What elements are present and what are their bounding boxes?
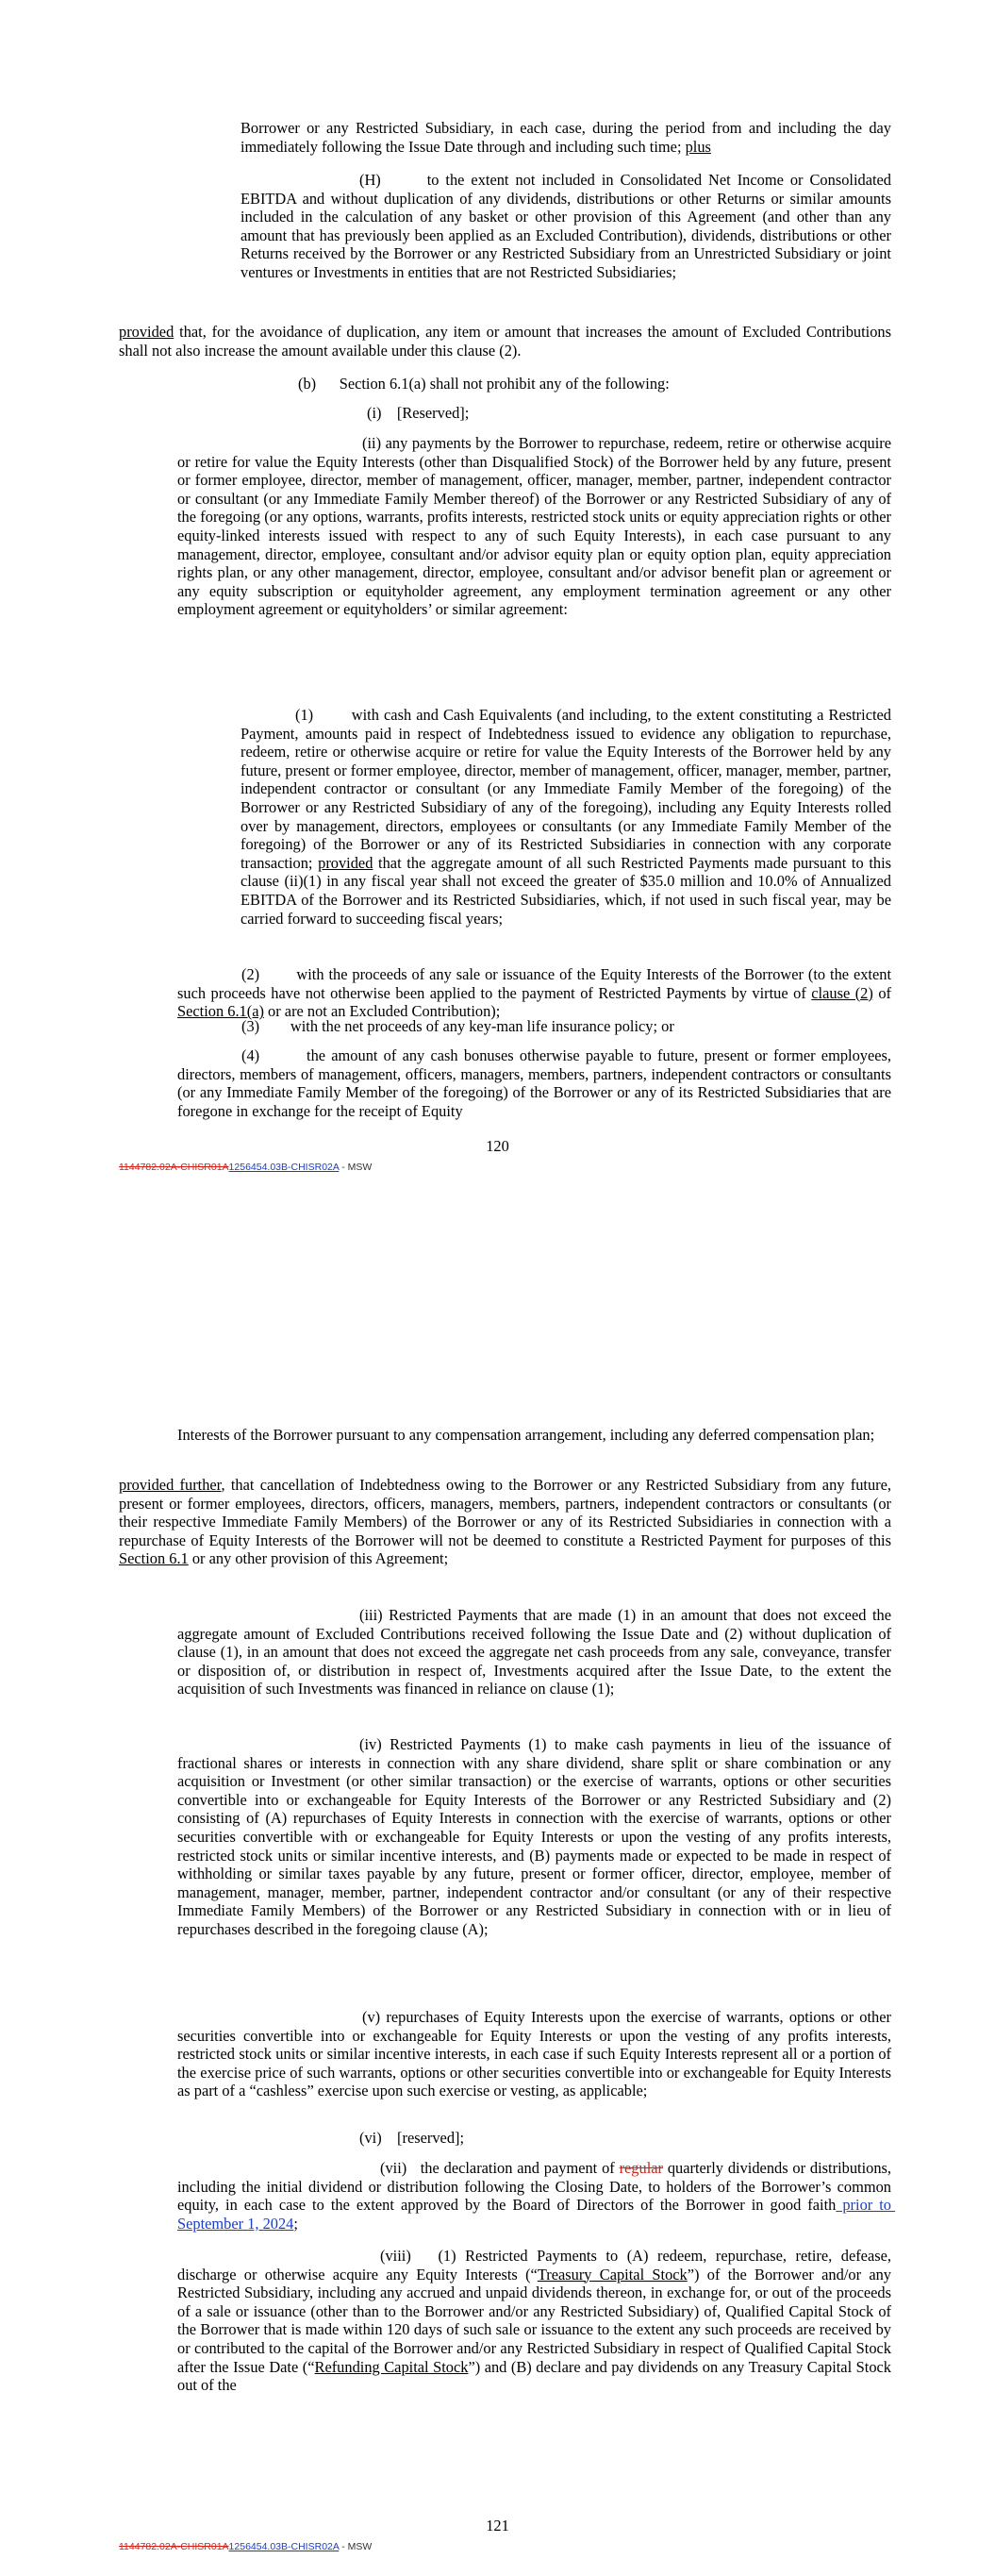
inserted-date-text: prior to September 1, 2024 (177, 2196, 896, 2233)
provided-further-paragraph: provided further, that cancellation of Indebtedness owing to the Borrower or any Restricted Subsidiary from any future, present or former employees, directors, officers, managers, members, partners, independent contractors or consultants (or their respective Immediate Family Members) of the Borrower or any of its Restricted Subsidiaries in connection with a repurchase of Equity Interests of the Borrower will not be deemed to constitute a Restricted Payment for purposes of this Section 6.1 or any other provision of this Agreement; (119, 1476, 891, 1568)
clause-ii-1: (1) with cash and Cash Equivalents (and including, to the extent constituting a Restricted Payment, amounts paid in respect of Indebtedness issued to evidence any obligation to repurchase, redeem, retire or otherwise acquire or retire for value the Equity Interests of the Borrower held by any future, present or former employee, director, member of management, officer, manager, member, partner, independent contractor or consultant (or any Immediate Family Member of the foregoing) of the Borrower or any Restricted Subsidiary of any of the foregoing), including any Equity Interests rolled over by management, directors, employees or consultants (or any Immediate Family Member of the foregoing) of the Borrower or any of its Restricted Subsidiaries in connection with any corporate transaction; provided that the aggregate amount of all such Restricted Payments made pursuant to this clause (ii)(1) in any fiscal year shall not exceed the greater of $35.0 million and 10.0% of Annualized EBITDA of the Borrower and its Restricted Subsidiaries, which, if not used in such fiscal year, may be carried forward to succeeding fiscal years; (240, 706, 896, 928)
footer-inserted-id: 1256454.03B-CHISR02A (228, 1162, 340, 1173)
section-6-1-reference: Section 6.1 (119, 1549, 189, 1568)
clause-h (240, 171, 891, 282)
clause-vi: (vi) [reserved]; (359, 2129, 465, 2147)
page-121 (0, 1288, 995, 2576)
section-b-heading: (b) Section 6.1(a) shall not prohibit any of the following: (298, 375, 670, 393)
refunding-capital-stock-term: Refunding Capital Stock (314, 2357, 469, 2376)
clause-i: (i) [Reserved]; (367, 404, 470, 422)
clause-ii: (ii) any payments by the Borrower to repurchase, redeem, retire or otherwise acquire or retire for value the Equity Interests (other than Disqualified Stock) of the Borrower held by any future, present or former employee, director, member of management, officer, manager, member, partner, independent contractor or consultant (or any Immediate Family Member thereof) of the Borrower or any Restricted Subsidiary of any of the foregoing (or any options, warrants, profits interests, restricted stock units or equity appreciation rights or other equity-linked interests issued with respect to any of such Equity Interests), in each case pursuant to any management, director, employee, consultant and/or advisor equity plan or equity option plan, equity appreciation rights plan, or any other management, director, employee, consultant and/or advisor benefit plan or agreement or any equity subscription or equityholder agreement, any employment termination agreement or any other employment agreement or equityholders’ or similar agreement: (177, 434, 891, 619)
page-number: 120 (486, 1137, 509, 1155)
clause-viii: (viii) (1) Restricted Payments to (A) redeem, repurchase, retire, defease, discharge or otherwise acquire any Equity Interests (“Treasury Capital Stock”) of the Borrower and/or any Restricted Subsidiary, including any accrued and unpaid dividends thereon, in exchange for, or out of the proceeds of a sale or issuance (other than to the Borrower and/or any Restricted Subsidiary) of, Qualified Capital Stock of the Borrower that is made within 120 days of such sale or issuance to the extent any such proceeds are received by or contributed to the capital of the Borrower and/or any Restricted Subsidiary in respect of Qualified Capital Stock after the Issue Date (“Refunding Capital Stock”) and (B) declare and pay dividends on any Treasury Capital Stock out of the (177, 2247, 896, 2395)
footer-deleted-id: 1144782.02A-CHISR01A (119, 2541, 229, 2552)
clause-ii-3: (3) with the net proceeds of any key-man life insurance policy; or (241, 1017, 674, 1035)
page-number: 121 (486, 2517, 509, 2534)
clause-iv: (iv) Restricted Payments (1) to make cash payments in lieu of the issuance of fractional shares or interests in connection with any share dividend, share split or share combination or any acquisition or Investment (or other similar transaction) or the exercise of warrants, options or other securities convertible into or exchangeable for Equity Interests of the Borrower or any Restricted Subsidiary and (2) consisting of (A) repurchases of Equity Interests in connection with the exercise of warrants, options or other securities convertible with or exchangeable for Equity Interests or upon the vesting of any profits interests, restricted stock units or similar incentive interests, and (B) payments made or expected to be made in respect of withholding or similar taxes payable by any future, present or former officer, director, employee, member of management, manager, member, partner, independent contractor and/or consultant (or any of their respective Immediate Family Members) of the Borrower or any Restricted Subsidiary in connection with or in lieu of repurchases described in the foregoing clause (A); (177, 1735, 891, 1938)
treasury-capital-stock-term: Treasury Capital Stock (537, 2265, 688, 2283)
provided-further-term: provided further (119, 1476, 222, 1494)
clause-iii: (iii) Restricted Payments that are made (1) in an amount that does not exceed the aggregate amount of Excluded Contributions received following the Issue Date and (2) without duplication of clause (1), in an amount that does not exceed the aggregate net cash proceeds from any sale, conveyance, transfer or disposition of, or distribution in respect of, Investments acquired after the Issue Date, to the extent the acquisition of such Investments was financed in reliance on clause (1); (177, 1606, 891, 1698)
paragraph-borrower-continuation: Borrower or any Restricted Subsidiary, in each case, during the period from and including the day immediately following the Issue Date through and including such time; plus (240, 119, 891, 156)
provided-paragraph: provided that, for the avoidance of duplication, any item or amount that increases the amount of Excluded Contributions shall not also increase the amount available under this clause (2). (119, 323, 891, 360)
document-footer-id: 1144782.02A-CHISR01A1256454.03B-CHISR02A - MSW (119, 2541, 373, 2552)
deleted-word-regular: regular (619, 2159, 663, 2177)
plus-underlined: plus (685, 137, 711, 156)
provided-term: provided (318, 853, 373, 872)
provided-term: provided (119, 323, 174, 341)
clause-ii-4-continuation: Interests of the Borrower pursuant to any compensation arrangement, including any deferred compensation plan; (177, 1426, 875, 1444)
clause-v: (v) repurchases of Equity Interests upon the exercise of warrants, options or other securities convertible into or exchangeable for Equity Interests or upon the vesting of any profits interests, restricted stock units or similar incentive interests, in each case if such Equity Interests represent all or a portion of the exercise price of such warrants, options or other securities convertible into or exchangeable for Equity Interests as part of a “cashless” exercise upon such exercise or vesting, as applicable; (177, 2008, 891, 2100)
clause-h-text: to the extent not included in Consolidated Net Income or Consolidated EBITDA and without duplication of any dividends, distributions or other Returns or similar amounts included in the calculation of any basket or other provision of this Agreement (and other than any amount that has previously been applied as an Excluded Contribution), dividends, distributions or other Returns received by the Borrower or any Restricted Subsidiary from an Unrestricted Subsidiary or joint ventures or Investments in entities that are not Restricted Subsidiaries; (240, 171, 891, 281)
clause-vii: (vii) the declaration and payment of regular quarterly dividends or distributions, including the initial dividend or distribution following the Closing Date, to holders of the Borrower’s common equity, in each case to the extent approved by the Board of Directors of the Borrower in good faith prior to September 1, 2024; (177, 2159, 896, 2233)
footer-deleted-id: 1144782.02A-CHISR01A (119, 1162, 229, 1173)
clause-h-label: (H) (359, 171, 381, 189)
clause-2-reference: clause (2) (811, 983, 873, 1002)
footer-inserted-id: 1256454.03B-CHISR02A (228, 2541, 340, 2552)
clause-ii-4: (4) the amount of any cash bonuses otherwise payable to future, present or former employees, directors, members of management, officers, managers, members, partners, independent contractors or consultants (or any Immediate Family Member of the foregoing) of the Borrower or any of its Restricted Subsidiaries that are foregone in exchange for the receipt of Equity (177, 1046, 896, 1120)
document-footer-id: 1144782.02A-CHISR01A1256454.03B-CHISR02A - MSW (119, 1162, 373, 1173)
section-6-1-a-reference: Section 6.1(a) (177, 1002, 264, 1021)
clause-ii-2: (2) with the proceeds of any sale or issuance of the Equity Interests of the Borrower (to the extent such proceeds have not otherwise been applied to the payment of Restricted Payments by virtue of clause (2) of Section 6.1(a) or are not an Excluded Contribution); (177, 965, 896, 1021)
